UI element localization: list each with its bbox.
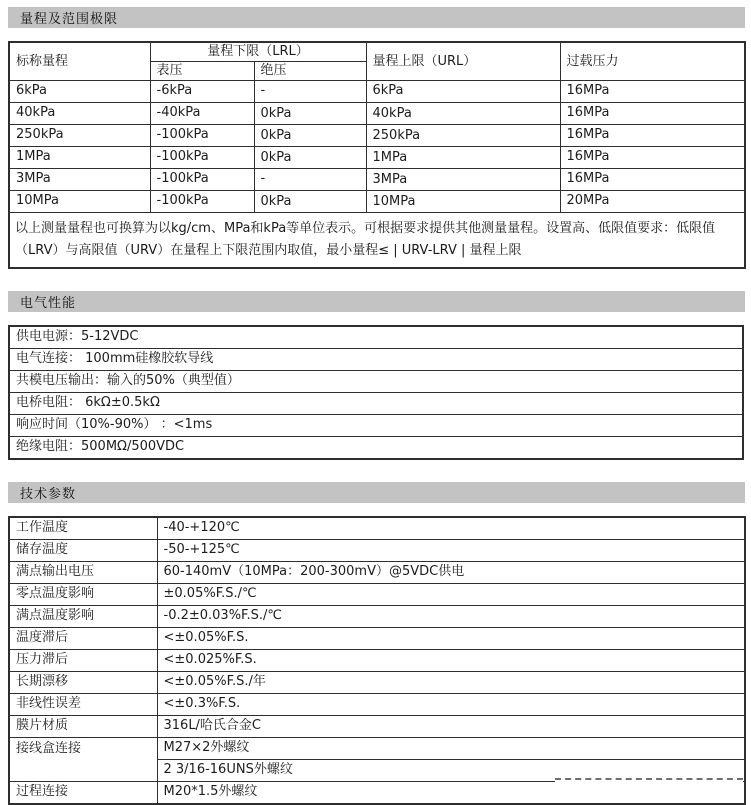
param-label: 长期漂移 — [9, 671, 157, 693]
table-row — [9, 125, 745, 147]
section-header-electrical — [8, 291, 745, 312]
table-row — [9, 539, 745, 561]
param-value: ±0.05%F.S./℃ — [157, 583, 745, 605]
cell: 响应时间（10%-90%） ：<1ms — [9, 414, 743, 436]
param-label: 接线盒连接 — [9, 737, 157, 781]
table-row — [9, 715, 745, 737]
param-label: 温度滞后 — [9, 627, 157, 649]
param-value: <±0.05%F.S./年 — [157, 671, 745, 693]
table-row — [9, 191, 745, 213]
table-row — [9, 627, 745, 649]
table-row — [9, 517, 745, 540]
cell: 6kPa — [9, 81, 150, 103]
col-header-gauge-pressure: 表压 — [150, 62, 254, 81]
param-value: M20*1.5外螺纹 — [157, 781, 745, 804]
range-note: 以上测量量程也可换算为以kg/cm、MPa和kPa等单位表示。可根据要求提供其他测量量程。设置高、低限值要求：低限值（LRV）与高限值（URV）在量程上下限范围内取值，最小量程≤ | URV-LRV | 量程上限 — [9, 213, 745, 268]
cell: 3MPa — [366, 169, 560, 191]
cell: 0kPa — [254, 147, 366, 169]
cell: 0kPa — [254, 191, 366, 213]
table-row — [9, 103, 745, 125]
cell: 250kPa — [9, 125, 150, 147]
cell: 1MPa — [366, 147, 560, 169]
cell: 16MPa — [560, 147, 745, 169]
cell: -100kPa — [150, 191, 254, 213]
param-value: M27×2外螺纹 — [157, 737, 745, 759]
cell: -100kPa — [150, 147, 254, 169]
cell: 16MPa — [560, 81, 745, 103]
cell: 电桥电阻： 6kΩ±0.5kΩ — [9, 392, 743, 414]
section-title-range: 量程及范围极限 — [20, 12, 119, 27]
cell: 6kPa — [366, 81, 560, 103]
table-row — [9, 649, 745, 671]
cell: 绝缘电阻：500MΩ/500VDC — [9, 436, 743, 459]
param-label: 膜片材质 — [9, 715, 157, 737]
param-label: 工作温度 — [9, 517, 157, 540]
section-title-tech: 技术参数 — [20, 486, 77, 502]
param-value: 60-140mV（10MPa：200-300mV）@5VDC供电 — [157, 561, 745, 583]
param-label: 零点温度影响 — [9, 583, 157, 605]
table-row — [9, 326, 743, 349]
param-value: <±0.05%F.S. — [157, 627, 745, 649]
param-label: 满点输出电压 — [9, 561, 157, 583]
table-row — [9, 414, 743, 436]
cell: 250kPa — [366, 125, 560, 147]
param-value: -50-+125℃ — [157, 539, 745, 561]
cell: 0kPa — [254, 103, 366, 125]
param-label: 非线性误差 — [9, 693, 157, 715]
cell: -6kPa — [150, 81, 254, 103]
param-value: 2 3/16-16UNS外螺纹 — [157, 759, 745, 781]
col-header-url: 量程上限（URL） — [366, 42, 560, 81]
table-header-row — [9, 42, 745, 62]
param-label: 过程连接 — [9, 781, 157, 804]
table-row — [9, 147, 745, 169]
cell: 16MPa — [560, 103, 745, 125]
col-header-absolute-pressure: 绝压 — [254, 62, 366, 81]
cell: -100kPa — [150, 169, 254, 191]
cell: 10MPa — [9, 191, 150, 213]
table-row — [9, 436, 743, 459]
cell: -40kPa — [150, 103, 254, 125]
param-value: 316L/哈氏合金C — [157, 715, 745, 737]
col-header-lrl-group: 量程下限（LRL） — [150, 42, 366, 62]
cell: 40kPa — [9, 103, 150, 125]
table-row — [9, 81, 745, 103]
range-limits-table — [8, 41, 746, 269]
table-row — [9, 605, 745, 627]
tech-params-table — [8, 516, 746, 805]
electrical-table — [8, 325, 744, 460]
cell: 1MPa — [9, 147, 150, 169]
cell: 供电电源：5-12VDC — [9, 326, 743, 349]
param-label: 储存温度 — [9, 539, 157, 561]
cell: 20MPa — [560, 191, 745, 213]
table-row — [9, 370, 743, 392]
cell: 16MPa — [560, 125, 745, 147]
cell: 3MPa — [9, 169, 150, 191]
table-row — [9, 693, 745, 715]
table-row — [9, 561, 745, 583]
table-row — [9, 671, 745, 693]
table-row — [9, 348, 743, 370]
table-row — [9, 392, 743, 414]
table-note-row — [9, 213, 745, 268]
cell: 共模电压输出：输入的50%（典型值） — [9, 370, 743, 392]
param-value: <±0.025%F.S. — [157, 649, 745, 671]
param-label: 压力滞后 — [9, 649, 157, 671]
table-row — [9, 583, 745, 605]
cell: 0kPa — [254, 125, 366, 147]
table-row — [9, 169, 745, 191]
param-label: 满点温度影响 — [9, 605, 157, 627]
section-title-electrical: 电气性能 — [20, 295, 77, 311]
col-header-overload: 过载压力 — [560, 42, 745, 81]
section-header-range — [8, 7, 745, 28]
param-value: -40-+120℃ — [157, 517, 745, 540]
cell: 10MPa — [366, 191, 560, 213]
cell: - — [254, 81, 366, 103]
cell: - — [254, 169, 366, 191]
table-row — [9, 737, 745, 759]
param-value: -0.2±0.03%F.S./℃ — [157, 605, 745, 627]
table-row — [9, 781, 745, 804]
param-value: <±0.3%F.S. — [157, 693, 745, 715]
cell: -100kPa — [150, 125, 254, 147]
cell: 40kPa — [366, 103, 560, 125]
section-header-tech — [8, 482, 745, 503]
cell: 16MPa — [560, 169, 745, 191]
cell: 电气连接： 100mm硅橡胶软导线 — [9, 348, 743, 370]
col-header-nominal-range: 标称量程 — [9, 42, 150, 81]
